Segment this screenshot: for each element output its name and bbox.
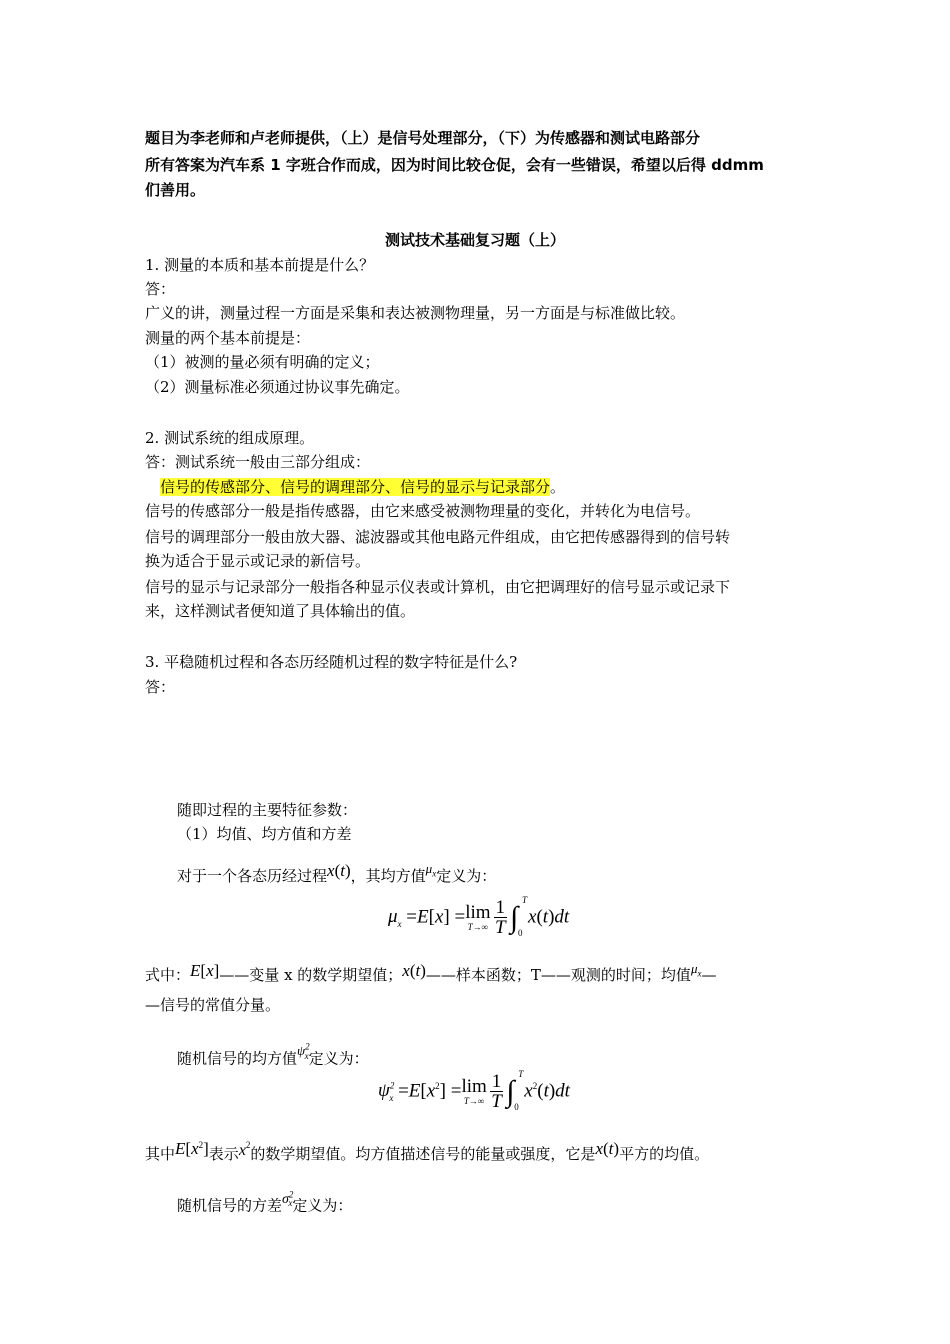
mu-x-symbol: $\mu_x$ (425, 861, 437, 879)
document-title: 测试技术基础复习题（上） (384, 231, 565, 249)
q3-mean-definition: 对于一个各态历经过程x(t)，其均方值$\mu_x$定义为： (177, 861, 497, 885)
mean-formula: $\mu_x =E[x]$ = lim T→∞ $\frac{1}{T}$ ∫ T 0 x(t)dt (388, 895, 570, 938)
q2-answer-3a: 信号的显示与记录部分一般指各种显示仪表或计算机，由它把调理好的信号显示或记录下 (145, 578, 731, 596)
q2-highlight-line (160, 477, 565, 497)
q2-question: 2. 测试系统的组成原理。 (145, 429, 315, 447)
q3-question: 3. 平稳随机过程和各态历经随机过程的数字特征是什么? (145, 653, 518, 671)
q2-highlight-end: 。 (550, 478, 566, 496)
q3-param-heading: 随即过程的主要特征参数： (177, 801, 358, 819)
x-of-t-symbol: x (327, 861, 335, 880)
q2-highlight: 信号的传感部分、信号的调理部分、信号的显示与记录部分 (160, 478, 551, 496)
q2-answer-2a: 信号的调理部分一般由放大器、滤波器或其他电路元件组成，由它把传感器得到的信号转 (145, 528, 731, 546)
q1-answer-4: （2）测量标准必须通过协议事先确定。 (145, 378, 410, 396)
q1-answer-2: 测量的两个基本前提是： (145, 329, 311, 347)
q1-answer-3: （1）被测的量必须有明确的定义； (145, 353, 380, 371)
q3-variance-definition: 随机信号的方差$\sigma^2_x$定义为： (177, 1189, 353, 1215)
header-line-2: 所有答案为汽车系 1 字班合作而成，因为时间比较仓促，会有一些错误，希望以后得 ddmm (145, 156, 764, 174)
q2-answer-3b: 来，这样测试者便知道了具体输出的值。 (145, 602, 416, 620)
header-line-1: 题目为李老师和卢老师提供，（上）是信号处理部分，（下）为传感器和测试电路部分 (145, 129, 701, 147)
q1-answer-1: 广义的讲，测量过程一方面是采集和表达被测物理量，另一方面是与标准做比较。 (145, 304, 686, 322)
q3-mean-square-explanation: 其中$E[x^2]$表示$x^2$的数学期望值。均方值描述信号的能量或强度，它是x(t)平方的均值。 (145, 1139, 710, 1163)
header-line-3: 们善用。 (145, 181, 206, 199)
q2-answer-1: 信号的传感部分一般是指传感器，由它来感受被测物理量的变化，并转化为电信号。 (145, 502, 701, 520)
q2-answer-2b: 换为适合于显示或记录的新信号。 (145, 552, 371, 570)
q3-answer-label: 答： (145, 678, 176, 696)
q1-answer-label: 答： (145, 280, 176, 298)
q2-answer-0: 答：测试系统一般由三部分组成： (145, 453, 371, 471)
q1-question: 1. 测量的本质和基本前提是什么？ (145, 256, 375, 274)
q3-mean-explanation: 式中：E[x]——变量 x 的数学期望值；x(t)——样本函数；T——观测的时间；均值$\mu_x—$ (145, 961, 717, 984)
q3-mean-square-definition: 随机信号的均方值$\psi^2_x$定义为： (177, 1042, 369, 1068)
mean-square-formula: $\psi^2_x =E[x^2]$ = lim T→∞ $\frac{1}{T}$ ∫ T 0 $x^2(t)dt$ (378, 1069, 570, 1112)
q3-param-subheading: （1）均值、均方值和方差 (177, 825, 352, 843)
q3-mean-explanation-end: —信号的常值分量。 (145, 996, 281, 1014)
